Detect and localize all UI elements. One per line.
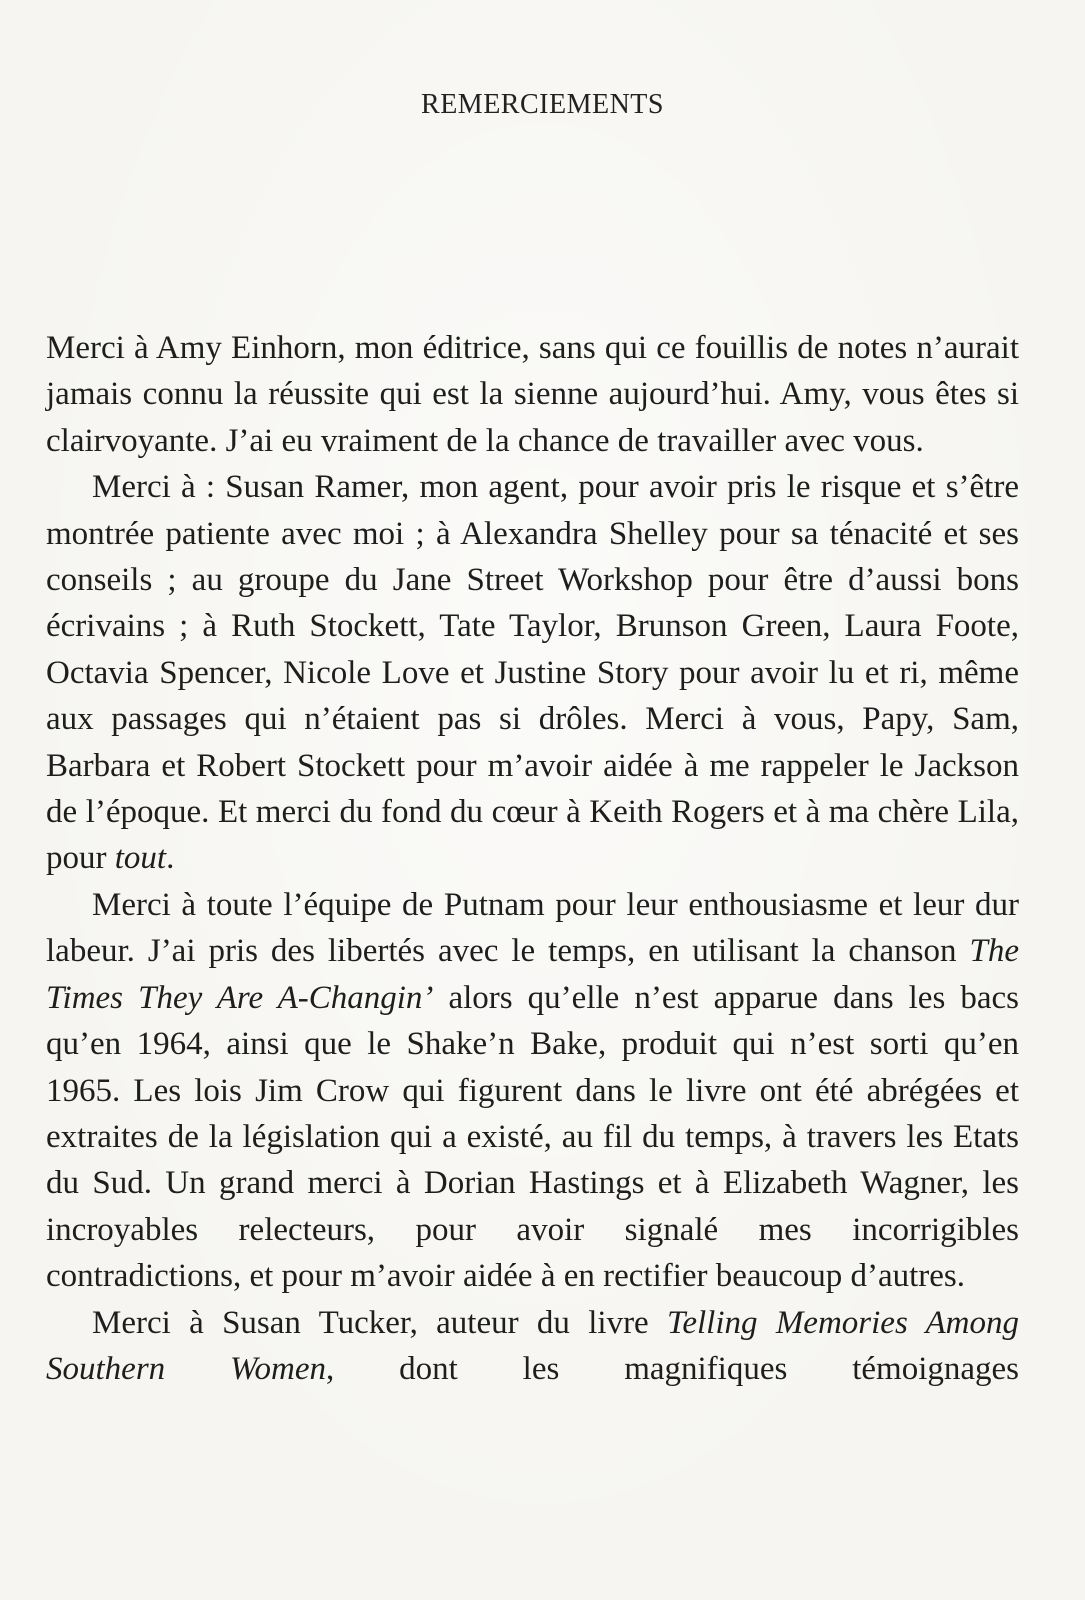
- paragraph-4-book-title: Telling Memories Among Southern Women: [46, 1304, 1019, 1387]
- paragraph-3-song-title: The Times They Are A-Changin’: [46, 933, 1019, 1016]
- paragraph-4-text-a: Merci à Susan Tucker, auteur du livre: [92, 1304, 668, 1341]
- paragraph-3-text-a: Merci à toute l’équipe de Putnam pour leur enthousiasme et leur dur labeur. J’ai pris des libertés avec le temps, en utilisant la chanson: [46, 886, 1019, 970]
- paragraph-2: [46, 464, 1019, 882]
- paragraph-1: [46, 325, 1019, 464]
- paragraph-2-italic: tout: [114, 840, 167, 877]
- paragraph-3: [46, 882, 1019, 1300]
- paragraph-2-text-a: Merci à : Susan Ramer, mon agent, pour avoir pris le risque et s’être montrée patiente avec moi ; à Alexandra Shelley pour sa ténacité et ses conseils ; au groupe du Jane Street Workshop pour être d’aussi bons écrivains ; à Ruth Stockett, Tate Taylor, Brunson Green, Laura Foote, Octavia Spencer, Nicole Love et Justine Story pour avoir lu et ri, même aux passages qui n’étaient pas si drôles. Merci à vous, Papy, Sam, Barbara et Robert Stockett pour m’avoir aidée à me rappeler le Jackson de l’époque. Et merci du fond du cœur à Keith Rogers et à ma chère Lila, pour: [46, 469, 1019, 877]
- acknowledgements-text: [46, 325, 1019, 1392]
- paragraph-1-text: Merci à Amy Einhorn, mon éditrice, sans qui ce fouillis de notes n’aurait jamais connu la réussite qui est la sienne aujourd’hui. Amy, vous êtes si clairvoyante. J’ai eu vraiment de la chance de travailler avec vous.: [46, 330, 1019, 459]
- paragraph-2-text-b: .: [166, 840, 175, 877]
- paragraph-3-text-b: alors qu’elle n’est apparue dans les bacs qu’en 1964, ainsi que le Shake’n Bake, produit qui n’est sorti qu’en 1965. Les lois Jim Crow qui figurent dans le livre ont été abrégées et extraites de la législation qui a existé, au fil du temps, à travers les Etats du Sud. Un grand merci à Dorian Hastings et à Elizabeth Wagner, les incroyables relecteurs, pour avoir signalé mes incorrigibles contradictions, et pour m’avoir aidée à en rectifier beaucoup d’autres.: [46, 979, 1019, 1295]
- paragraph-4-text-b: , dont les magnifiques témoignages: [325, 1350, 1019, 1387]
- page-heading: REMERCIEMENTS: [421, 89, 664, 120]
- paragraph-4: [46, 1300, 1019, 1393]
